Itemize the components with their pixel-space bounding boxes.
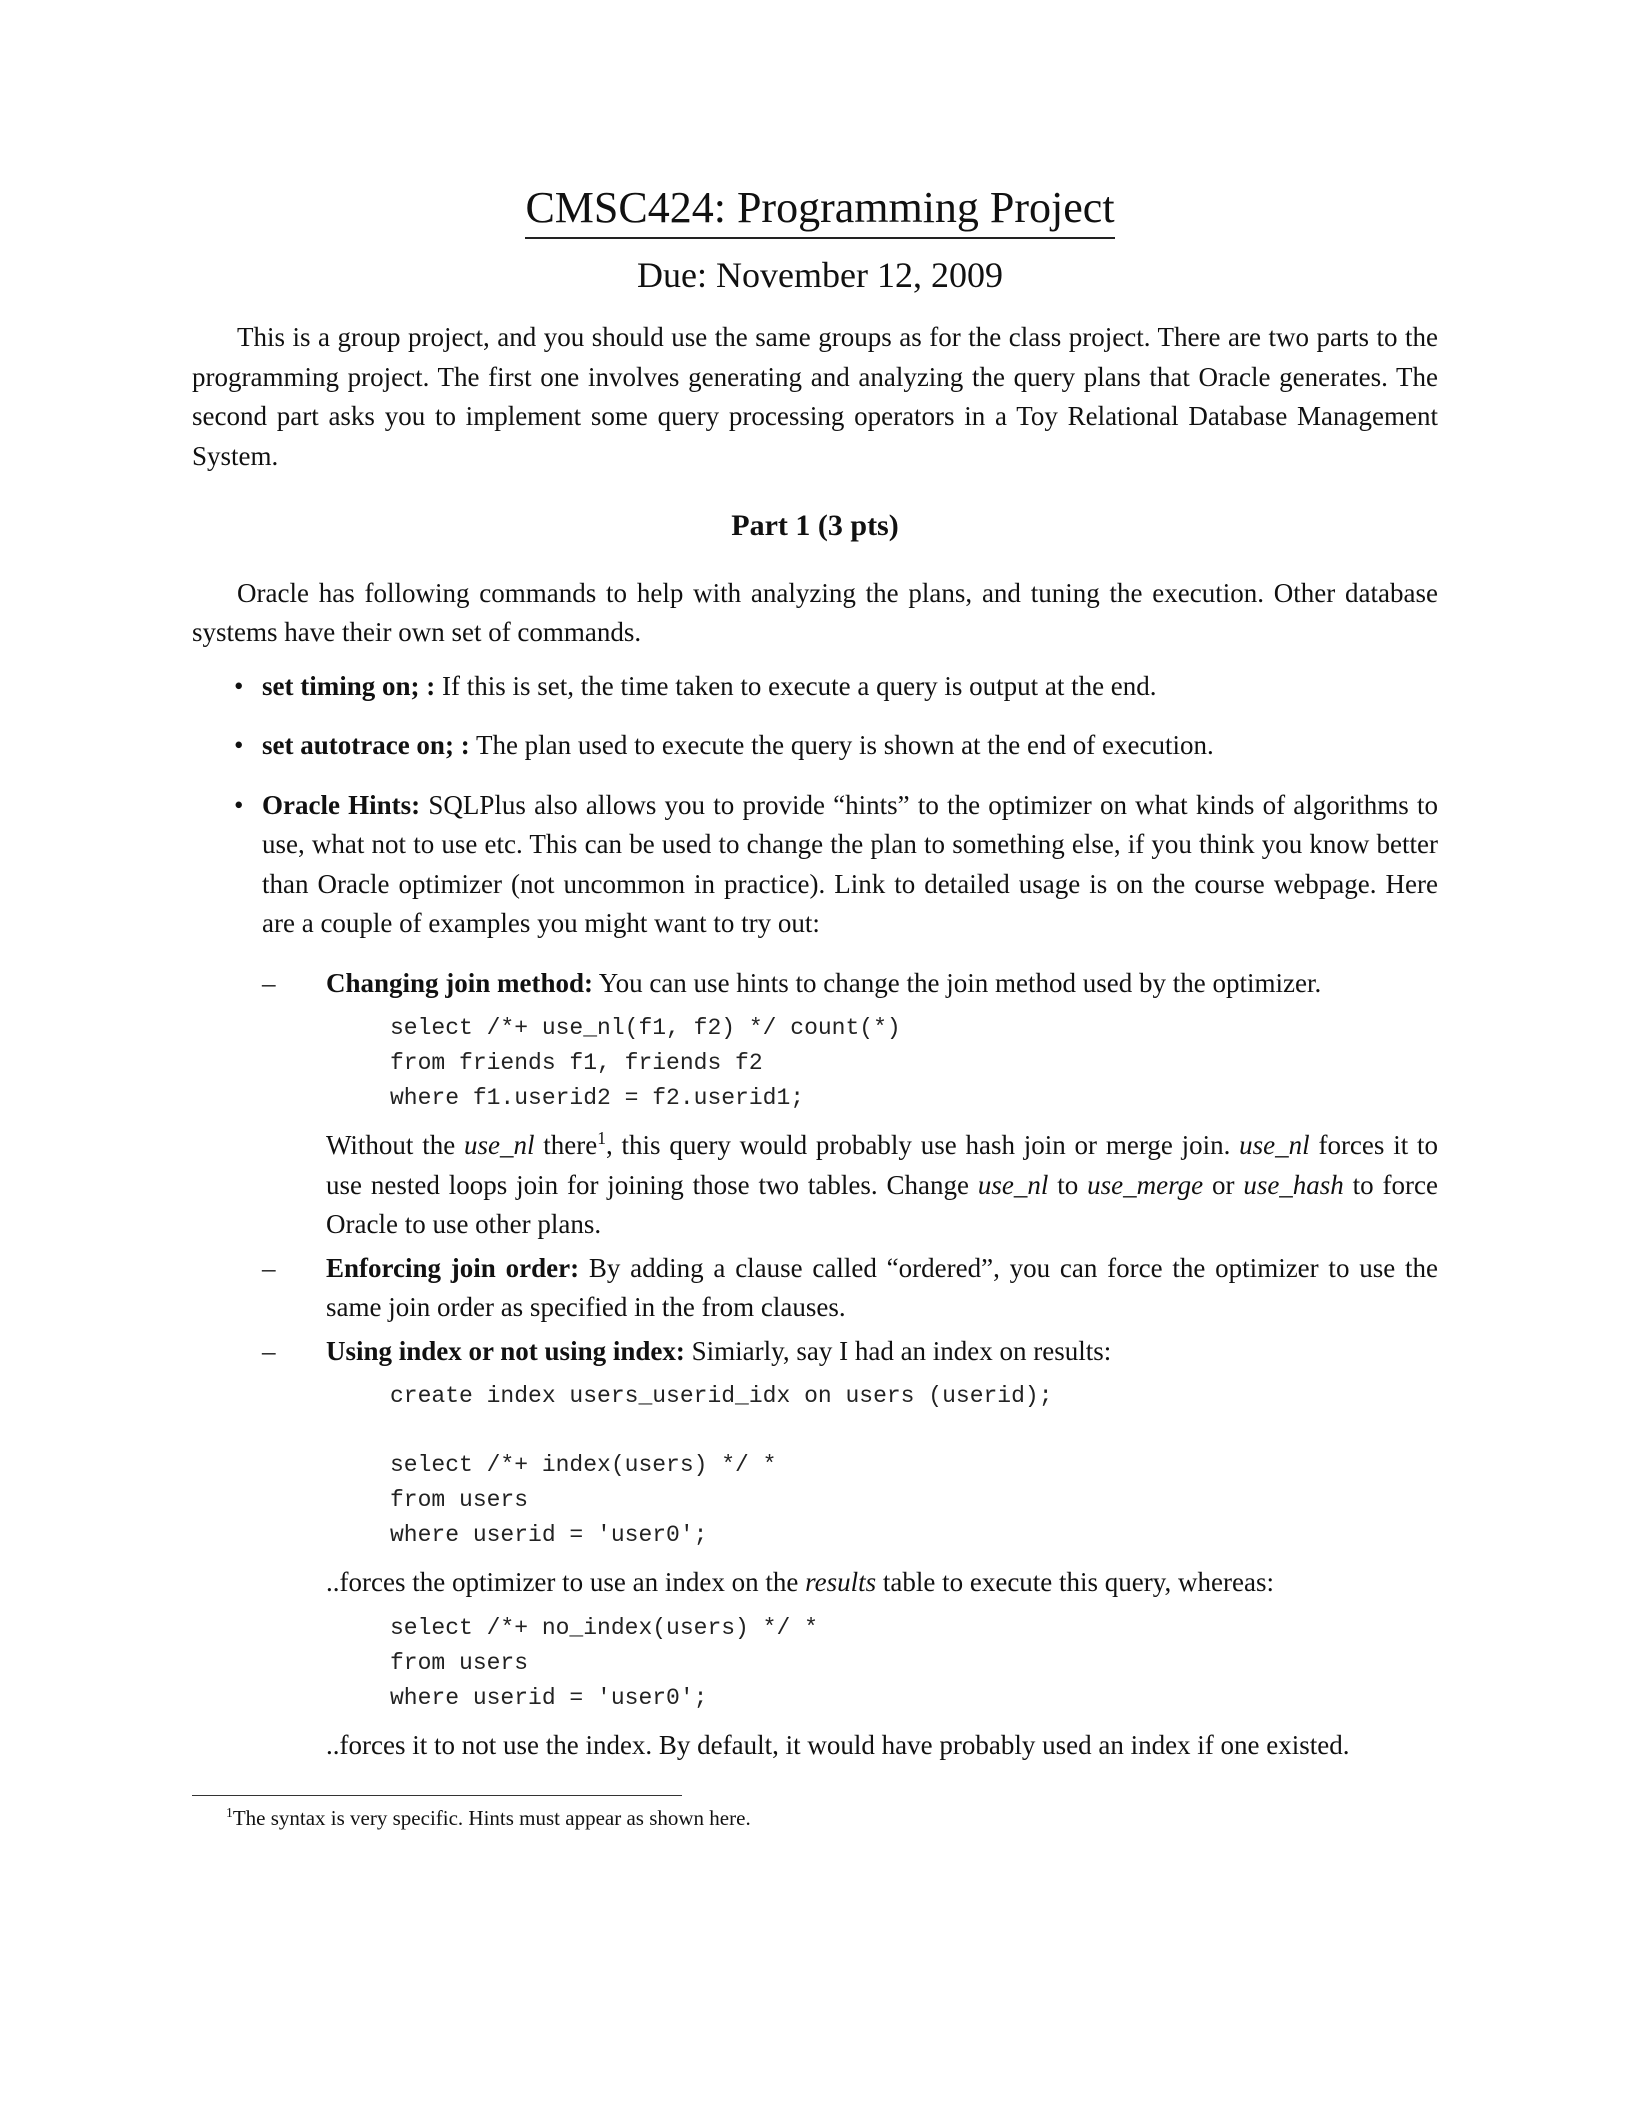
no-index-explanation: ..forces it to not use the index. By default, it would have probably used an index if one existed. — [326, 1729, 1350, 1760]
term-set-autotrace: set autotrace on; : — [262, 730, 470, 760]
text-run: to — [1048, 1169, 1088, 1200]
desc-set-autotrace: The plan used to execute the query is shown at the end of execution. — [469, 730, 1214, 760]
index-explanation — [326, 1563, 1438, 1603]
code-line: from users — [390, 1487, 529, 1513]
desc-set-timing: If this is set, the time taken to execute a query is output at the end. — [435, 670, 1157, 701]
text-run: there — [534, 1130, 598, 1160]
bullet-icon: • — [234, 670, 244, 701]
part1-intro-paragraph: Oracle has following commands to help with analyzing the plans, and tuning the execution. Other database systems have their own set of commands. — [192, 577, 1438, 647]
footnote-marker: 1 — [597, 1128, 607, 1148]
list-item-autotrace — [192, 726, 1438, 766]
footnote — [226, 1804, 751, 1832]
intro-paragraph: This is a group project, and you should use the same groups as for the class project. There are two parts to the programming project. The first one involves generating and analyzing the query plans that Oracle generates. The second part asks you to implement some query processing operators in a Toy Relational Database Management System. — [192, 322, 1438, 471]
term-join-method: Changing join method: — [326, 967, 594, 998]
code-line: from users — [390, 1649, 529, 1676]
code-line: where userid = 'user0'; — [390, 1522, 708, 1548]
code-line: select /*+ no_index(users) */ * — [390, 1614, 818, 1641]
bullet-icon: • — [234, 730, 244, 760]
document-body — [192, 318, 1438, 1769]
text-run: , this query would probably use hash join or merge join. — [606, 1130, 1240, 1160]
text-run: Without the — [326, 1130, 464, 1160]
sublist-item-join-order — [262, 1249, 1438, 1328]
desc-join-method: You can use hints to change the join method used by the optimizer. — [593, 967, 1322, 998]
math-use-nl: use_nl — [977, 1169, 1049, 1200]
sublist-item-index — [262, 1332, 1438, 1766]
term-set-timing: set timing on; : — [262, 670, 436, 701]
term-index: Using index or not using index: — [326, 1335, 685, 1366]
text-run: ..forces the optimizer to use an index on the — [326, 1567, 806, 1597]
footnote-divider — [192, 1795, 682, 1796]
math-use-hash: use_hash — [1243, 1169, 1344, 1200]
emphasis-results: results — [805, 1567, 877, 1597]
due-date: Due: November 12, 2009 — [637, 255, 1003, 295]
command-list — [192, 667, 1438, 944]
code-line: where f1.userid2 = f2.userid1; — [390, 1085, 805, 1111]
code-line: select /*+ index(users) */ * — [390, 1452, 777, 1478]
use-nl-explanation — [326, 1126, 1438, 1245]
dash-icon: – — [262, 1252, 276, 1283]
bullet-icon: • — [234, 789, 244, 820]
text-run: forces it to use nested loops join for joining those two tables. Change — [326, 1130, 1438, 1200]
text-run: or — [1203, 1169, 1244, 1200]
footnote-number: 1 — [226, 1805, 233, 1820]
math-use-merge: use_merge — [1087, 1169, 1204, 1200]
code-block-no-index-hint — [390, 1611, 1438, 1716]
text-run: to force Oracle to use other plans. — [326, 1169, 1439, 1239]
title-text: CMSC424: Programming Project — [525, 180, 1114, 239]
list-item-oracle-hints — [192, 786, 1438, 944]
document-title — [0, 180, 1640, 239]
code-line: create index users_userid_idx on users (userid); — [390, 1383, 1053, 1409]
list-item-timing — [192, 667, 1438, 707]
dash-icon: – — [262, 967, 276, 998]
code-line: where userid = 'user0'; — [390, 1684, 708, 1711]
math-use-nl: use_nl — [463, 1130, 535, 1160]
desc-oracle-hints: SQLPlus also allows you to provide “hints” to the optimizer on what kinds of algorithms to use, what not to use etc. This can be used to change the plan to something else, if you think you know better than Oracle optimizer (not uncommon in practice). Link to detailed usage is on the course webpage. Here are a couple of examples you might want to try out: — [262, 789, 1438, 938]
hints-sublist — [192, 964, 1438, 1766]
desc-join-order: By adding a clause called “ordered”, you can force the optimizer to use the same join order as specified in the from clauses. — [326, 1252, 1438, 1322]
code-block-create-index — [390, 1379, 1438, 1414]
text-run: table to execute this query, whereas: — [876, 1567, 1274, 1597]
code-block-index-hint — [390, 1448, 1438, 1553]
sublist-item-join-method — [262, 964, 1438, 1245]
code-block-use-nl — [390, 1011, 1438, 1116]
code-line: select /*+ use_nl(f1, f2) */ count(*) — [390, 1015, 901, 1041]
footnote-text: The syntax is very specific. Hints must appear as shown here. — [232, 1806, 751, 1830]
part1-heading: Part 1 (3 pts) — [731, 509, 899, 542]
desc-index: Simiarly, say I had an index on results: — [684, 1335, 1112, 1366]
dash-icon: – — [262, 1335, 276, 1366]
term-join-order: Enforcing join order: — [326, 1252, 580, 1283]
code-line: from friends f1, friends f2 — [390, 1050, 763, 1076]
math-use-nl: use_nl — [1239, 1130, 1310, 1160]
term-oracle-hints: Oracle Hints: — [262, 789, 421, 820]
